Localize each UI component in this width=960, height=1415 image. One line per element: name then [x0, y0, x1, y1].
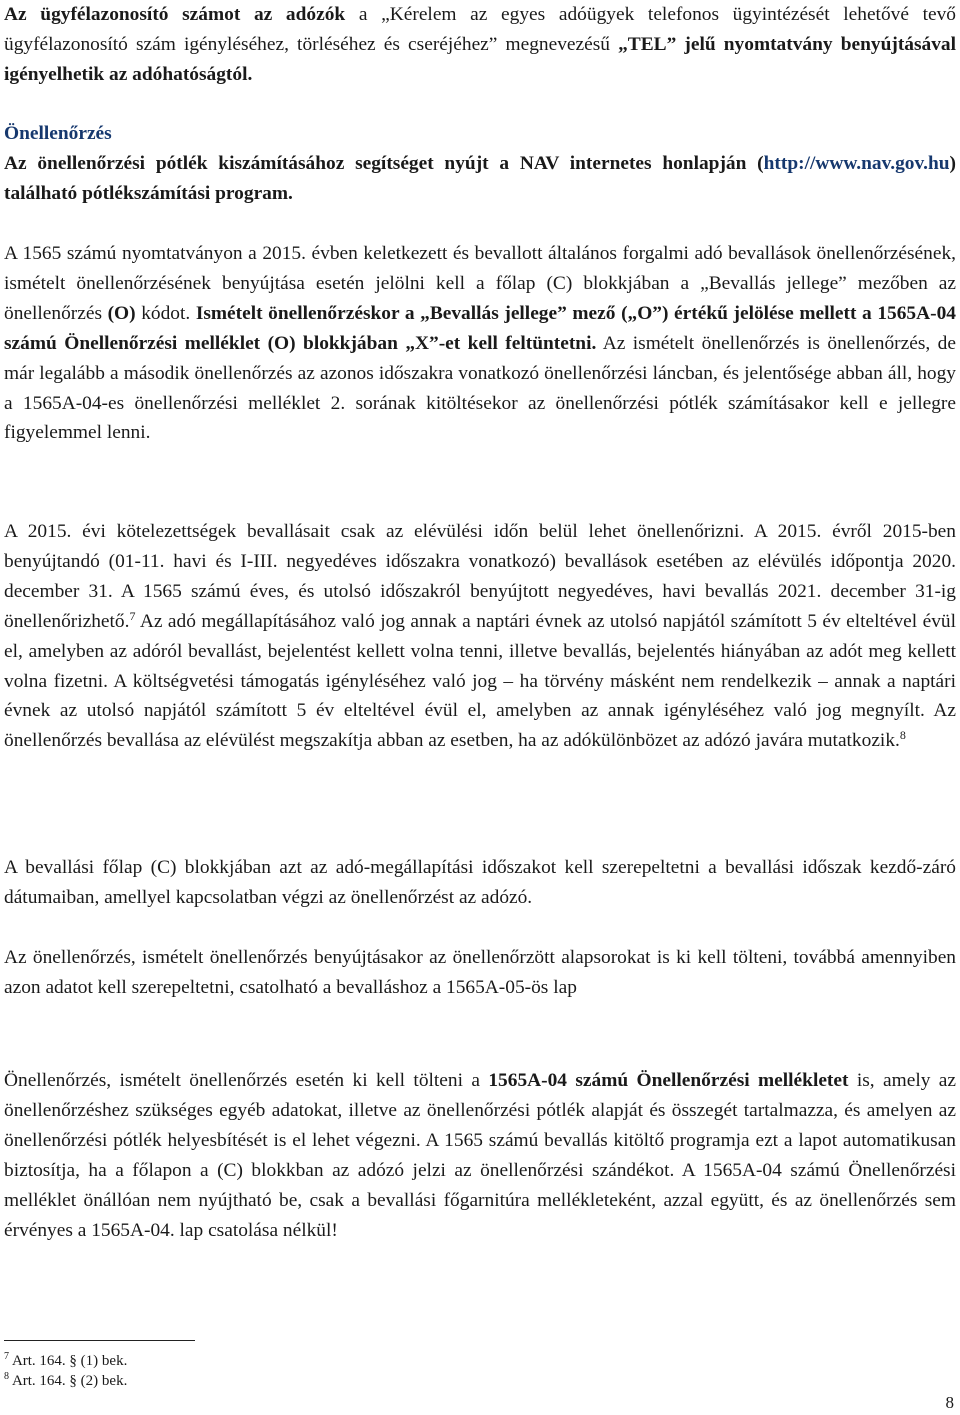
- footnote-7: [4, 1352, 127, 1370]
- p6-text-2: is, amely az önellenőrzéshez szükséges egyéb adatokat, illetve az önellenőrzési pótlék alapját és összegét tartalmazza, és amelyen az önellenőrzési pótlék helyesbítését is el lehet végezni. A 1565 számú bevallás kitöltő programja ezt a lapot automatikusan biztosítja, ha a főlapon a (C) blokkban az adózó jelzi az önellenőrzési szándékot. A 1565A-04 számú Önellenőrzési melléklet önállóan nem nyújtható be, csak a bevallási főgarnitúra mellékleteként, azzal együtt, és az önellenőrzés sem érvényes a 1565A-04. lap csatolása nélkül!: [4, 1070, 956, 1241]
- footnote-ref-7[interactable]: 7: [129, 608, 136, 623]
- p2-text-2: kódot.: [135, 302, 196, 324]
- p2-bold-repeated: Ismételt önellenőrzéskor a „Bevallás jellege” mező („O”) értékű jelölése mellett a 1565A-04 számú Önellenőrzési melléklet (O) blokkjában „X”-et kell feltüntetni.: [4, 302, 956, 354]
- intro-text: a „Kérelem az egyes adóügyek telefonos ügyintézését lehetővé tevő ügyfélazonosító szám igényléséhez, törléséhez és cseréjéhez” megnevezésű: [4, 4, 956, 55]
- footnote-7-text: Art. 164. § (1) bek.: [11, 1353, 128, 1369]
- intro-bold-tail: „TEL” jelű nyomtatvány benyújtásával igényelhetik az adóhatóságtól.: [4, 33, 956, 85]
- p3-text-1: A 2015. évi kötelezettségek bevallásait csak az elévülési időn belül lehet önellenőrizni. A 2015. évről 2015-ben benyújtandó (01-11. havi és I-III. negyedéves időszakra vonatkozó) bevallások esetében az elévülés időpontja 2020. december 31. A 1565 számú éves, és utolsó időszakról benyújtott negyedéves, havi bevallás 2021. december 31-ig önellenőrizhető.: [4, 521, 956, 632]
- p2-text-1: A 1565 számú nyomtatványon a 2015. évben keletkezett és bevallott általános forgalmi adó bevallások önellenőrzésének, ismételt önellenőrzésének benyújtása esetén jelölni kell a főlap (C) blokkjában a „Bevallás jellege” mezőben az önellenőrzés: [4, 243, 956, 324]
- paragraph-attachment: Az önellenőrzés, ismételt önellenőrzés benyújtásakor az önellenőrzött alapsorokat is ki kell tölteni, továbbá amennyiben azon adatot kell szerepeltetni, csatolható a bevalláshoz a 1565A-05-ös lap: [4, 947, 956, 998]
- intro-paragraph: [4, 0, 956, 90]
- page-number: 8: [945, 1393, 954, 1412]
- paragraph-limitation: [4, 517, 956, 756]
- calculator-note: [4, 149, 956, 209]
- section-heading: Önellenőrzés: [4, 123, 112, 144]
- paren-open: (: [757, 153, 764, 174]
- paragraph-self-revision: [4, 239, 956, 448]
- calculator-note-line2: ) található pótlékszámítási program.: [4, 153, 956, 204]
- footnote-8-text: Art. 164. § (2) bek.: [11, 1373, 128, 1389]
- calculator-note-line1: Az önellenőrzési pótlék kiszámításához segítséget nyújt a NAV internetes honlapján: [4, 153, 747, 174]
- p2-text-3: Az ismételt önellenőrzés is önellenőrzés, de már legalább a második önellenőrzés az azonos időszakra vonatkozó önellenőrzési láncban, és jelentősége abban áll, hogy a 1565A-04-es önellenőrzési melléklet 2. sorának kitöltésekor az önellenőrzési pótlék számításakor kell e jellegre figyelemmel lenni.: [4, 332, 956, 444]
- nav-link[interactable]: http://www.nav.gov.hu: [763, 153, 950, 174]
- footnote-separator: [4, 1340, 195, 1341]
- p2-code-o: (O): [107, 302, 136, 324]
- paragraph-period: A bevallási főlap (C) blokkjában azt az adó-megállapítási időszakot kell szerepeltetni a bevallási időszak kezdő-záró dátumaiban, amellyel kapcsolatban végzi az önellenőrzést az adózó.: [4, 857, 956, 908]
- p3-text-2: Az adó megállapításához való jog annak a naptári évnek az utolsó napjától számított 5 év elteltével évül el, amelyben az adóról bevallást, bejelentést kellett volna tenni, illetve bevallás, bejelentés hiányában az adót meg kellett volna fizetni. A költségvetési támogatás igényléséhez való jog – ha törvény másként nem rendelkezik – annak a naptári évnek az utolsó napjától számított 5 év elteltével évül el, amelyben az annak igényléséhez való jog megnyílt. Az önellenőrzés bevallása az elévülést megszakítja abban az esetben, ha az adókülönbözet az adózó javára mutatkozik.: [4, 610, 956, 752]
- paragraph-appendix: [4, 1066, 956, 1245]
- p6-text-1: Önellenőrzés, ismételt önellenőrzés esetén ki kell tölteni a: [4, 1070, 489, 1091]
- footnote-7-number: 7: [4, 1351, 9, 1362]
- footnote-8-number: 8: [4, 1371, 9, 1382]
- intro-bold-lead: Az ügyfélazonosító számot az adózók: [4, 4, 346, 25]
- footnote-ref-8[interactable]: 8: [899, 728, 906, 743]
- p6-bold-appendix: 1565A-04 számú Önellenőrzési mellékletet: [488, 1070, 849, 1091]
- footnote-8: [4, 1372, 127, 1390]
